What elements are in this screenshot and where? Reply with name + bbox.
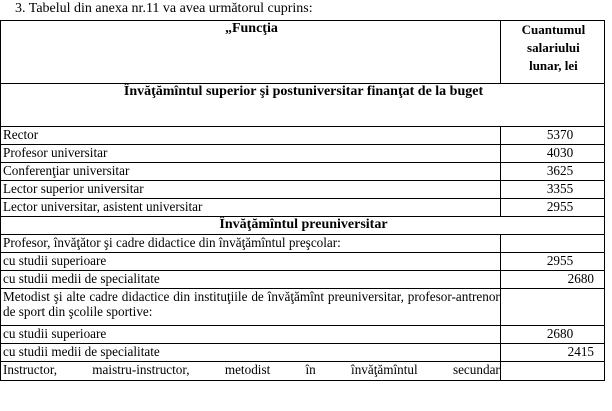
table-row: [1, 145, 605, 163]
intro-text: 3. Tabelul din anexa nr.11 va avea următorul cuprins:: [15, 1, 313, 16]
table-row: [1, 344, 605, 362]
function-label: cu studii medii de specialitate: [1, 344, 501, 362]
function-label: Profesor universitar: [1, 145, 501, 163]
section-heading-higher-education: Învăţămîntul superior şi postuniversitar finanţat de la buget: [1, 84, 605, 127]
function-label: Lector superior universitar: [1, 181, 501, 199]
table-row: [1, 181, 605, 199]
function-label: cu studii medii de specialitate: [1, 271, 501, 289]
section-heading-preuniversity: Învăţămîntul preuniversitar: [1, 217, 605, 235]
table-row: [1, 163, 605, 181]
salary-value-empty: [500, 235, 604, 253]
group-heading: Profesor, învăţător şi cadre didactice din învăţămîntul preşcolar:: [1, 235, 501, 253]
salary-value-empty: [500, 289, 604, 326]
group-heading-row: [1, 289, 605, 326]
salary-header: Cuantumul salariului lunar, lei: [500, 21, 604, 84]
salary-value: 3625: [500, 163, 604, 181]
salary-value: 2955: [500, 199, 604, 217]
table-row: [1, 199, 605, 217]
section-heading-row: [1, 217, 605, 235]
salary-value: 2415: [500, 344, 604, 362]
salary-value: 2955: [500, 253, 604, 271]
table-row: [1, 127, 605, 145]
function-label: cu studii superioare: [1, 253, 501, 271]
table-row: [1, 271, 605, 289]
function-label: Lector universitar, asistent universitar: [1, 199, 501, 217]
salary-value: 3355: [500, 181, 604, 199]
function-label: Conferenţiar universitar: [1, 163, 501, 181]
function-label: cu studii superioare: [1, 326, 501, 344]
table-row: [1, 326, 605, 344]
salary-value: 2680: [500, 271, 604, 289]
group-heading-row: [1, 362, 605, 381]
function-label: Rector: [1, 127, 501, 145]
group-heading: Instructor, maistru-instructor, metodist în învăţămîntul secundar: [1, 362, 501, 381]
salary-value-empty: [500, 362, 604, 381]
group-heading-row: [1, 235, 605, 253]
salary-value: 5370: [500, 127, 604, 145]
section-heading-row: [1, 84, 605, 127]
table-row: [1, 253, 605, 271]
function-header: „Funcţia: [1, 21, 501, 84]
table-header-row: [1, 21, 605, 84]
group-heading: Metodist şi alte cadre didactice din instituţiile de învăţămînt preuniversitar, profesor-antrenor de sport din şcolile sportive:: [1, 289, 501, 326]
salary-value: 2680: [500, 326, 604, 344]
salary-table: [0, 20, 605, 381]
salary-value: 4030: [500, 145, 604, 163]
